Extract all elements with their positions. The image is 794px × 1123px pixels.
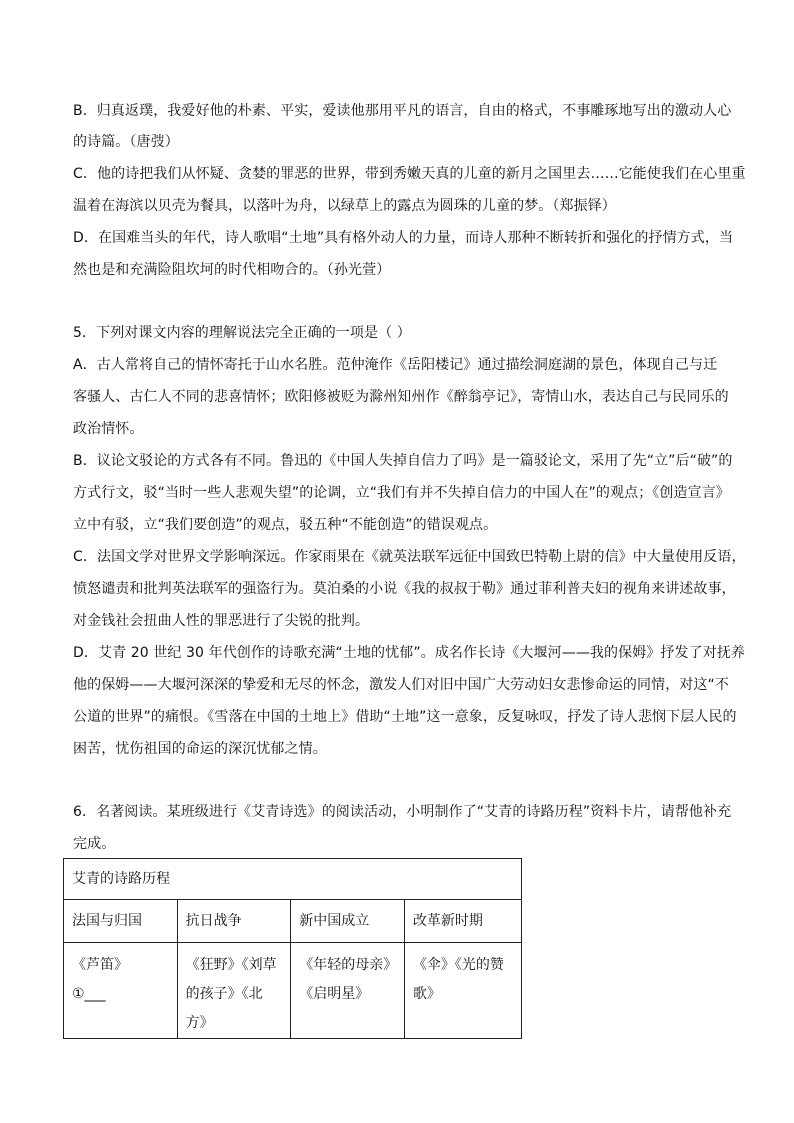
question-6-stem-line-2: 完成。 — [73, 836, 116, 852]
option-b-line-2: 的诗篇。（唐弢） — [73, 134, 179, 150]
option-d-line-2: 然也是和充满险阻坎坷的时代相吻合的。（孙光萱） — [73, 262, 391, 278]
answer-blank-1[interactable]: ①___ — [72, 986, 106, 1002]
table-header-france-return: 法国与归国 — [64, 900, 178, 943]
cell-line: 《启明星》 — [299, 986, 370, 1002]
q5-option-d-line-1: D．艾青 20 世纪 30 年代创作的诗歌充满“土地的忧郁”。成名作长诗《大堰河——我的保姆》抒发了对抚养 — [73, 645, 746, 661]
q5-option-a-line-1: A．古人常将自己的情怀寄托于山水名胜。范仲淹作《岳阳楼记》通过描绘洞庭湖的景色，体现自己与迁 — [73, 357, 718, 373]
q5-option-b-line-1: B．议论文驳论的方式各有不同。鲁迅的《中国人失掉自信力了吗》是一篇驳论文，采用了先“立”后“破”的 — [73, 453, 733, 469]
cell-line: 《狂野》《刘草 — [185, 957, 277, 973]
q5-option-a-line-3: 政治情怀。 — [73, 421, 144, 437]
option-d-line-1: D．在国难当头的年代，诗人歌唱“土地”具有格外动人的力量，而诗人那种不断转折和强化的抒情方式，当 — [73, 230, 734, 246]
table-cell-war — [177, 943, 291, 1039]
cell-line: 歌》 — [412, 986, 441, 1002]
q5-option-d-line-2: 他的保姆——大堰河深深的挚爱和无尽的怀念，激发人们对旧中国广大劳动妇女悲惨命运的同情，对这“不 — [73, 677, 729, 693]
poetry-journey-table — [63, 858, 522, 1039]
table-cell-new-china — [291, 943, 405, 1039]
table-header-reform: 改革新时期 — [404, 900, 521, 943]
q5-option-c-line-3: 对金钱社会扭曲人性的罪恶进行了尖锐的批判。 — [73, 613, 370, 629]
option-c-line-1: C．他的诗把我们从怀疑、贪婪的罪恶的世界，带到秀嫩天真的儿童的新月之国里去……它能使我们在心里重 — [73, 166, 746, 182]
option-c-line-2: 温着在海滨以贝壳为餐具，以落叶为舟，以绿草上的露点为圆珠的儿童的梦。（郑振铎） — [73, 198, 616, 214]
cell-line: 《伞》《光的赞 — [412, 957, 504, 973]
table-header-war: 抗日战争 — [177, 900, 291, 943]
q5-option-a-line-2: 客骚人、古仁人不同的悲喜情怀；欧阳修被贬为滁州知州作《醉翁亭记》，寄情山水，表达自己与民同乐的 — [73, 389, 729, 405]
question-6-stem-line-1: 6．名著阅读。某班级进行《艾青诗选》的阅读活动，小明制作了“艾青的诗路历程”资料卡片，请帮他补充 — [73, 804, 732, 820]
q5-option-d-line-3: 公道的世界”的痛恨。《雪落在中国的土地上》借助“土地”这一意象，反复咏叹，抒发了诗人悲悯下层人民的 — [73, 709, 737, 725]
q5-option-c-line-1: C．法国文学对世界文学影响深远。作家雨果在《就英法联军远征中国致巴特勒上尉的信》中大量使用反语， — [73, 549, 746, 565]
q5-option-d-line-4: 困苦，忧伤祖国的命运的深沉忧郁之情。 — [73, 741, 327, 757]
cell-line: 《芦笛》 — [72, 957, 128, 973]
question-5-stem: 5．下列对课文内容的理解说法完全正确的一项是（ ） — [73, 325, 411, 341]
cell-line: 《年轻的母亲》 — [299, 957, 398, 973]
q5-option-b-line-3: 立中有驳，立“我们要创造”的观点，驳五种“不能创造”的错误观点。 — [73, 517, 498, 533]
table-cell-france-return — [64, 943, 178, 1039]
cell-line: 的孩子》《北方》 — [185, 986, 263, 1031]
option-b-line-1: B．归真返璞，我爱好他的朴素、平实，爱读他那用平凡的语言，自由的格式，不事雕琢地写出的激动人心 — [73, 103, 732, 119]
table-cell-reform — [404, 943, 521, 1039]
q5-option-b-line-2: 方式行文，驳“当时一些人悲观失望”的论调，立“我们有并不失掉自信力的中国人在”的观点；《创造宣言》 — [73, 485, 730, 501]
table-title: 艾青的诗路历程 — [64, 859, 522, 900]
q5-option-c-line-2: 愤怒谴责和批判英法联军的强盗行为。莫泊桑的小说《我的叔叔于勒》通过菲利普夫妇的视角来讲述故事， — [73, 581, 736, 597]
table-header-new-china: 新中国成立 — [291, 900, 405, 943]
